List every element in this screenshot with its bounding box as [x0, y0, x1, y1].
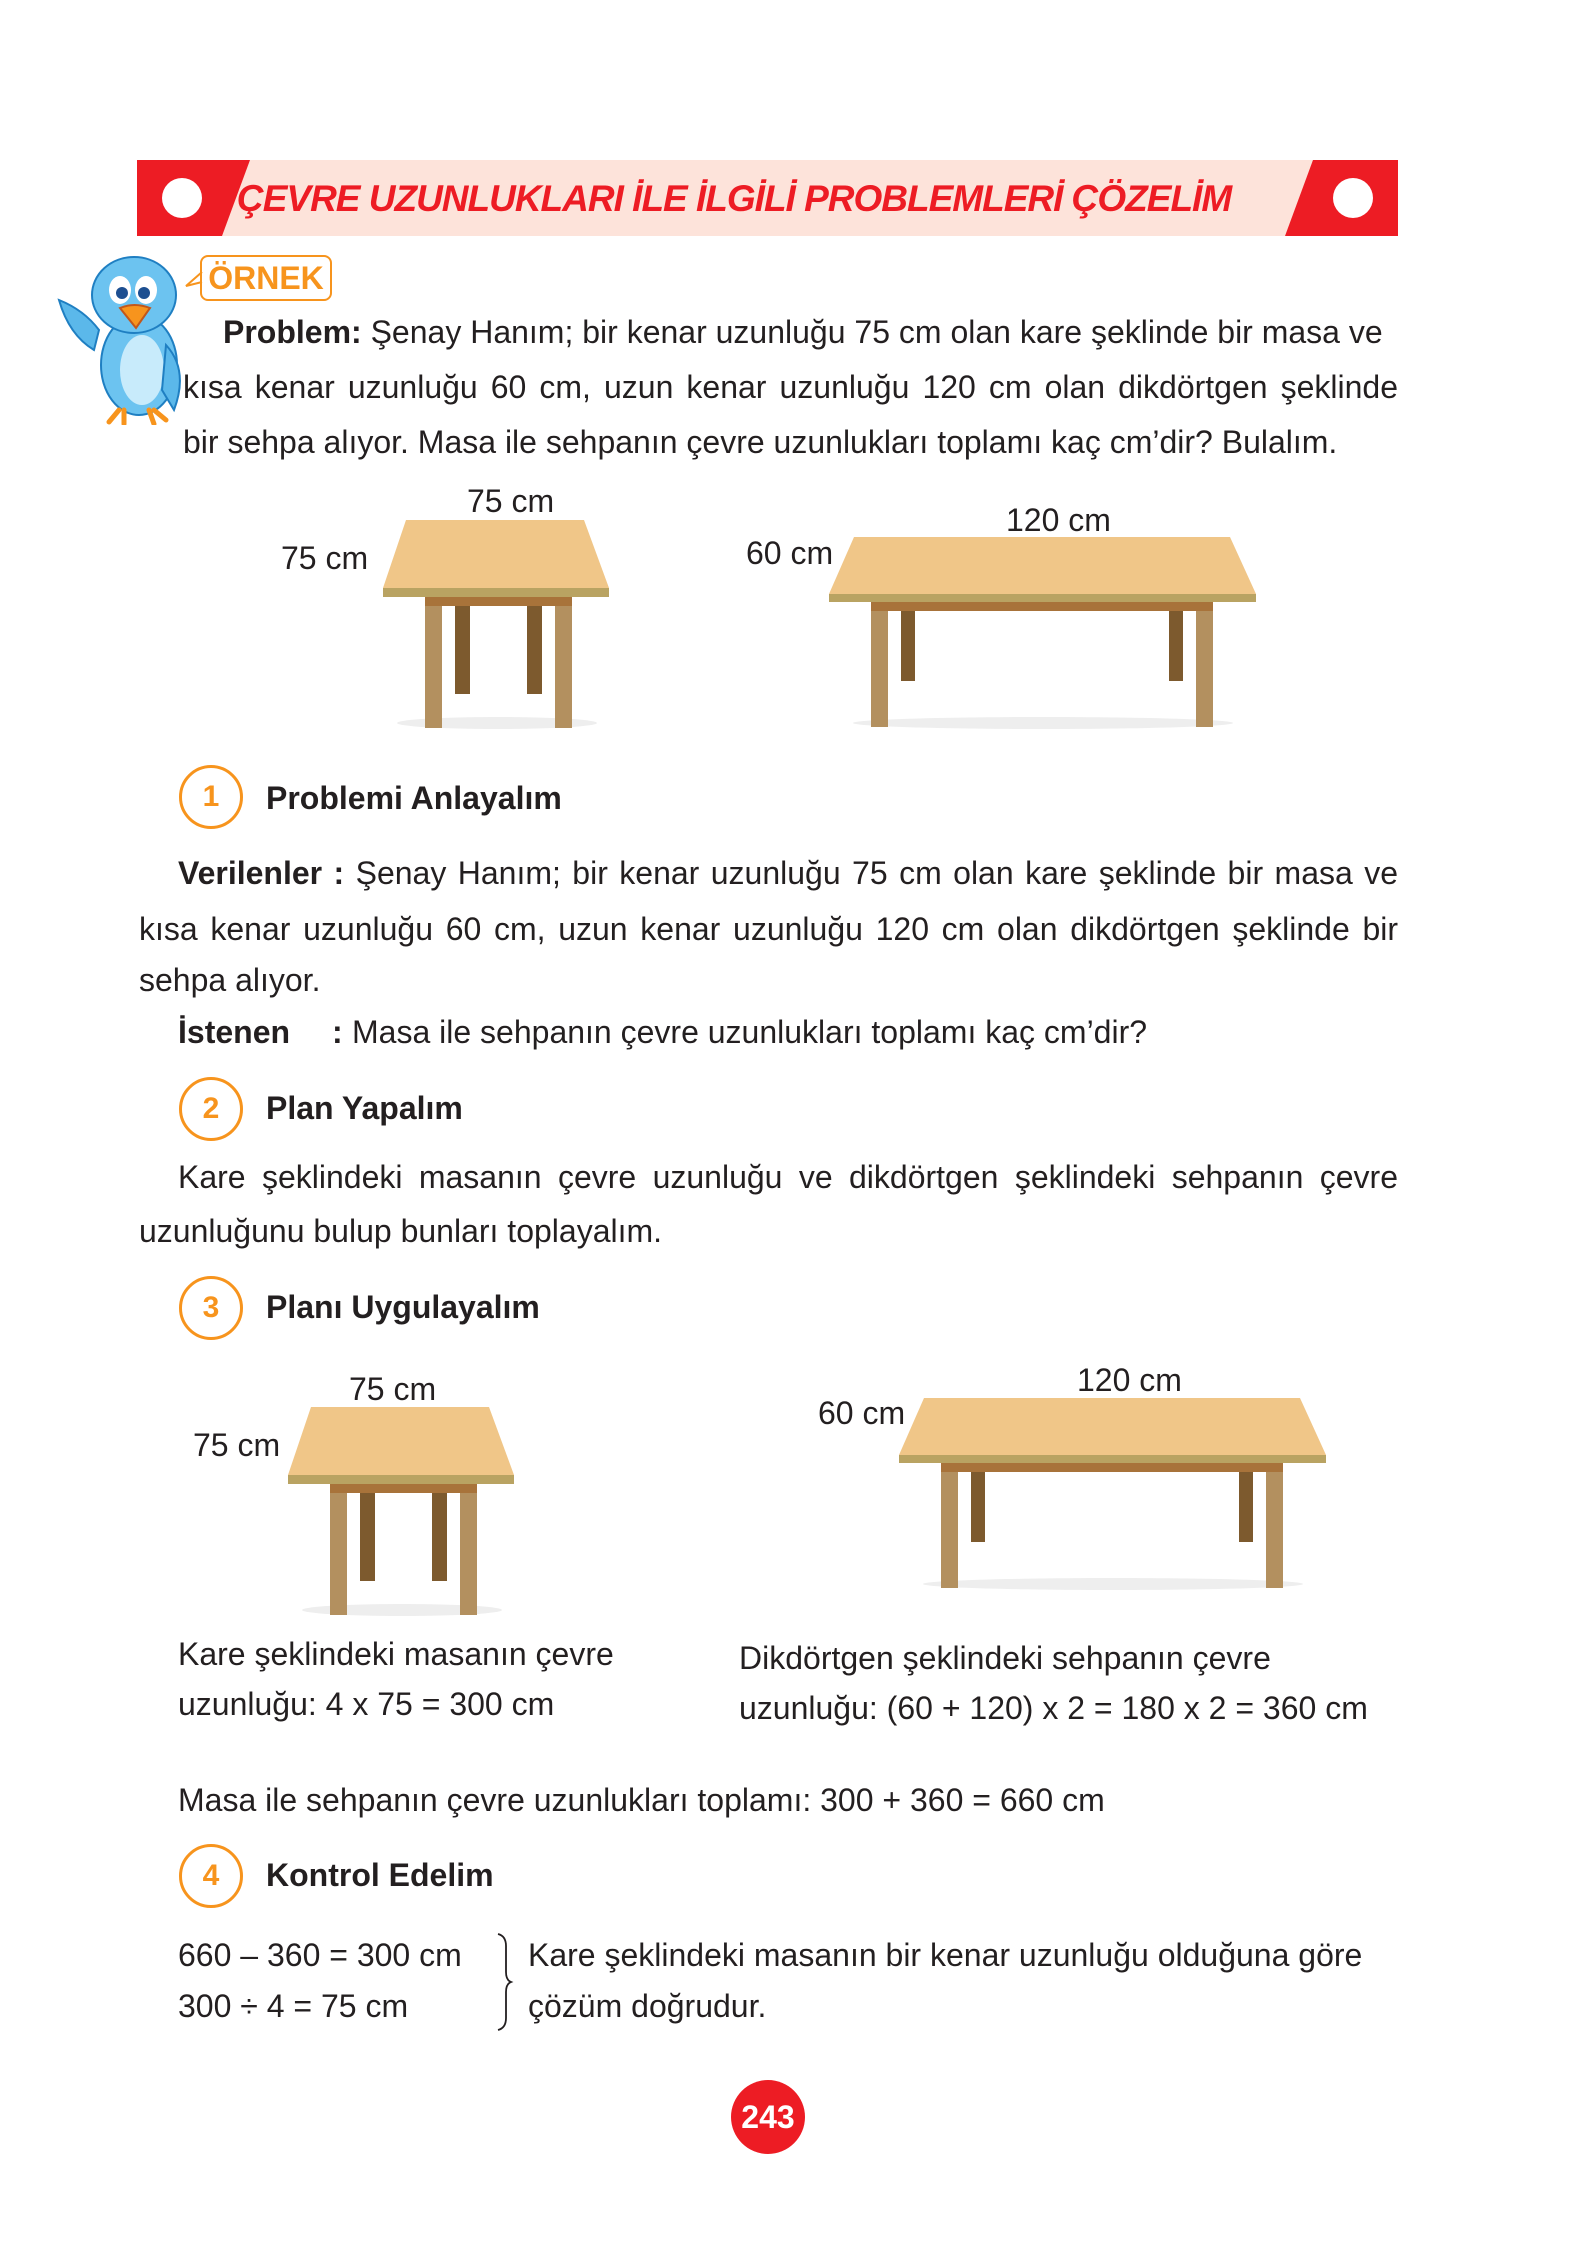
- banner-dot-left: [162, 178, 202, 218]
- banner-title: ÇEVRE UZUNLUKLARI İLE İLGİLİ PROBLEMLERİ ÇÖZELİM: [237, 178, 1232, 219]
- problem-label: Problem:: [223, 314, 362, 350]
- rect-perimeter-line-2: uzunluğu: (60 + 120) x 2 = 180 x 2 = 360 cm: [739, 1690, 1368, 1726]
- rect-short-label: 60 cm: [746, 535, 834, 571]
- given-text-1: Şenay Hanım; bir kenar uzunluğu 75 cm olan kare şeklinde bir masa ve: [355, 855, 1399, 891]
- square-perimeter-line-2: uzunluğu: 4 x 75 = 300 cm: [178, 1686, 555, 1722]
- rect-perimeter-line-1: Dikdörtgen şeklindeki sehpanın çevre: [739, 1640, 1271, 1676]
- step-2-badge: 2: [179, 1077, 243, 1141]
- problem-text-1: Şenay Hanım; bir kenar uzunluğu 75 cm olan kare şeklinde bir masa ve: [370, 314, 1383, 350]
- given-line-3: sehpa alıyor.: [139, 962, 321, 998]
- given-line-1: [178, 853, 1398, 893]
- rect-long-label: 120 cm: [1006, 502, 1111, 538]
- check-text-2: çözüm doğrudur.: [528, 1988, 767, 2024]
- rectangle-table-illustration: [829, 537, 1257, 729]
- step-1-title: Problemi Anlayalım: [266, 780, 562, 816]
- square-top-label: 75 cm: [467, 483, 555, 519]
- page-number: 243: [731, 2080, 805, 2154]
- square-table-illustration: [383, 518, 611, 730]
- rect-long-label-2: 120 cm: [1077, 1362, 1182, 1398]
- square-table-illustration-2: [288, 1405, 516, 1617]
- banner-dot-right: [1333, 178, 1373, 218]
- total-perimeter: Masa ile sehpanın çevre uzunlukları toplamı: 300 + 360 = 660 cm: [178, 1782, 1105, 1818]
- curly-brace-icon: [494, 1932, 514, 2032]
- example-label: ÖRNEK: [200, 255, 332, 301]
- step-1-badge: 1: [179, 765, 243, 829]
- section-banner: [137, 160, 1398, 236]
- plan-line-1: Kare şeklindeki masanın çevre uzunluğu ve dikdörtgen şeklindeki sehpanın çevre: [178, 1159, 1398, 1195]
- step-3-title: Planı Uygulayalım: [266, 1289, 540, 1325]
- bird-mascot-icon: [54, 250, 189, 425]
- check-text-1: Kare şeklindeki masanın bir kenar uzunluğu olduğuna göre: [528, 1937, 1363, 1973]
- rect-short-label-2: 60 cm: [818, 1395, 906, 1431]
- step-3-badge: 3: [179, 1276, 243, 1340]
- step-4-title: Kontrol Edelim: [266, 1857, 494, 1893]
- asked-label: İstenen: [178, 1014, 291, 1050]
- check-equation-2: 300 ÷ 4 = 75 cm: [178, 1988, 409, 2024]
- plan-line-2: uzunluğunu bulup bunları toplayalım.: [139, 1213, 663, 1249]
- given-label: Verilenler :: [178, 855, 345, 891]
- problem-line-2: kısa kenar uzunluğu 60 cm, uzun kenar uzunluğu 120 cm olan dikdörtgen şeklinde: [183, 369, 1398, 405]
- check-equation-1: 660 – 360 = 300 cm: [178, 1937, 462, 1973]
- asked-text: Masa ile sehpanın çevre uzunlukları toplamı kaç cm’dir?: [352, 1014, 1148, 1050]
- square-top-label-2: 75 cm: [349, 1371, 437, 1407]
- square-side-label: 75 cm: [281, 540, 369, 576]
- square-perimeter-line-1: Kare şeklindeki masanın çevre: [178, 1636, 614, 1672]
- problem-line-3: bir sehpa alıyor. Masa ile sehpanın çevre uzunlukları toplamı kaç cm’dir? Bulalım.: [183, 424, 1338, 460]
- rectangle-table-illustration-2: [899, 1398, 1327, 1590]
- step-2-title: Plan Yapalım: [266, 1090, 463, 1126]
- asked-colon: :: [332, 1014, 343, 1050]
- square-side-label-2: 75 cm: [193, 1427, 281, 1463]
- banner-right-slant: [1285, 160, 1313, 236]
- step-4-badge: 4: [179, 1844, 243, 1908]
- problem-line-1: [223, 312, 1383, 352]
- given-line-2: kısa kenar uzunluğu 60 cm, uzun kenar uzunluğu 120 cm olan dikdörtgen şeklinde bir: [139, 911, 1398, 947]
